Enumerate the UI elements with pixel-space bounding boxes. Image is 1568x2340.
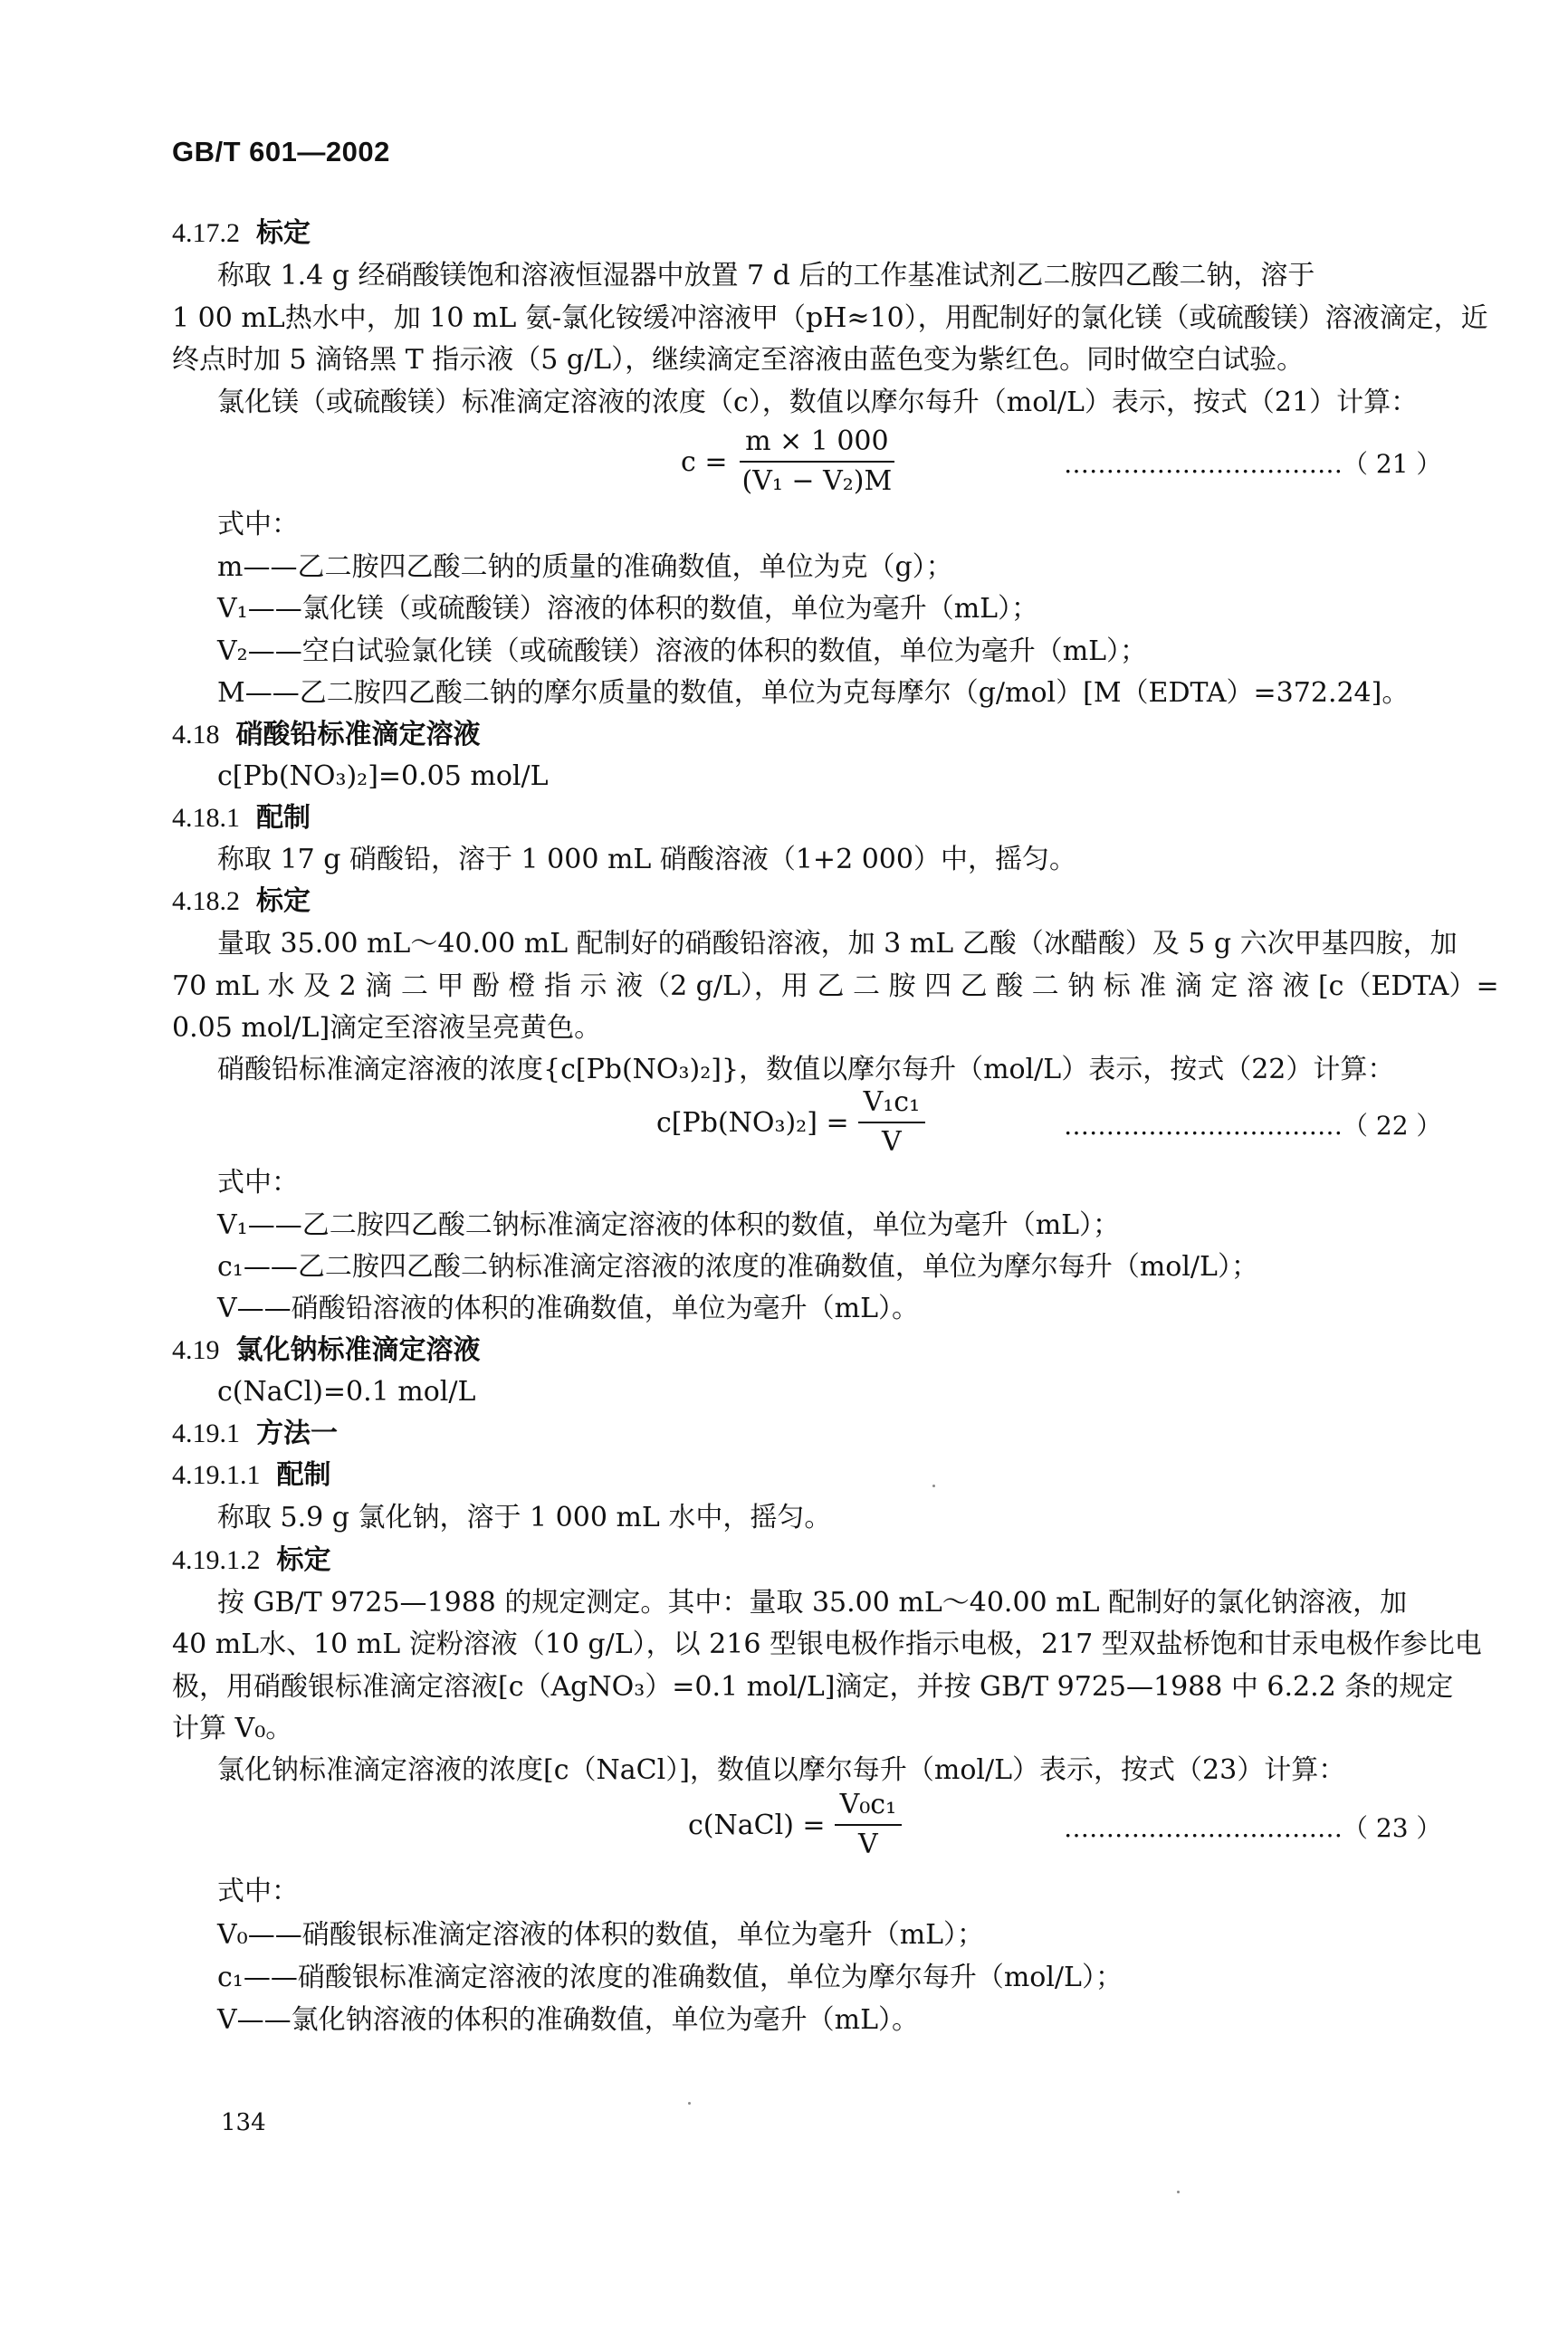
section-heading-4-19-1-2 — [172, 1541, 331, 1581]
standard-header: GB/T 601—2002 — [172, 136, 390, 167]
page-number: 134 — [221, 2109, 266, 2136]
section-number: 4.19 — [172, 1335, 220, 1365]
equation-23 — [688, 1789, 902, 1861]
equation-21 — [681, 425, 897, 498]
equation-lhs: c(NaCl) = — [688, 1809, 826, 1841]
definition-line: V₂——空白试验氯化镁（或硫酸镁）溶液的体积的数值，单位为毫升（mL）； — [217, 635, 1148, 667]
section-title: 氯化钠标准滴定溶液 — [235, 1334, 481, 1366]
paragraph-line: 极，用硝酸银标准滴定溶液[c（AgNO₃）=0.1 mol/L]滴定，并按 GB/T 9725—1988 中 6.2.2 条的规定 — [172, 1671, 1454, 1703]
paragraph-line: 硝酸铅标准滴定溶液的浓度{c[Pb(NO₃)₂]}，数值以摩尔每升（mol/L）表示，按式（22）计算： — [217, 1054, 1395, 1085]
section-number: 4.19.1.1 — [172, 1460, 261, 1490]
definition-line: M——乙二胺四乙酸二钠的摩尔质量的数值，单位为克每摩尔（g/mol）[M（EDTA）=372.24]。 — [217, 677, 1410, 709]
section-title: 硝酸铅标准滴定溶液 — [235, 719, 481, 750]
scan-speck — [1177, 2191, 1180, 2193]
paragraph-line: 氯化镁（或硫酸镁）标准滴定溶液的浓度（c），数值以摩尔每升（mol/L）表示，按式（21）计算： — [217, 387, 1419, 418]
equation-denominator: V — [858, 1829, 878, 1860]
paragraph-line: 终点时加 5 滴铬黑 T 指示液（5 g/L），继续滴定至溶液由蓝色变为紫红色。同时做空白试验。 — [172, 344, 1305, 376]
section-heading-4-18-1 — [172, 798, 311, 838]
definition-line: V₁——氯化镁（或硫酸镁）溶液的体积的数值，单位为毫升（mL）； — [217, 593, 1039, 625]
equation-22 — [656, 1086, 925, 1159]
paragraph-line: 称取 17 g 硝酸铅，溶于 1 000 mL 硝酸溶液（1+2 000）中，摇匀。 — [217, 844, 1076, 875]
section-heading-4-19 — [172, 1331, 481, 1371]
definition-line: V₀——硝酸银标准滴定溶液的体积的数值，单位为毫升（mL）； — [217, 1919, 985, 1951]
definition-line: c₁——硝酸银标准滴定溶液的浓度的准确数值，单位为摩尔每升（mol/L）； — [217, 1962, 1123, 1993]
paragraph-line: 1 00 mL热水中，加 10 mL 氨-氯化铵缓冲溶液甲（pH≈10），用配制好的氯化镁（或硫酸镁）溶液滴定，近 — [172, 302, 1488, 334]
concentration-line: c[Pb(NO₃)₂]=0.05 mol/L — [217, 760, 549, 792]
section-number: 4.18 — [172, 720, 220, 750]
section-heading-4-18-2 — [172, 882, 311, 922]
section-title: 标定 — [276, 1544, 331, 1576]
scan-speck — [932, 1485, 935, 1487]
definition-line: V₁——乙二胺四乙酸二钠标准滴定溶液的体积的数值，单位为毫升（mL）； — [217, 1209, 1121, 1241]
equation-lhs: c[Pb(NO₃)₂] = — [656, 1106, 849, 1139]
paragraph-line: 70 mL 水 及 2 滴 二 甲 酚 橙 指 示 液（2 g/L），用 乙 二 胺 四 乙 酸 二 钠 标 准 滴 定 溶 液 [c（EDTA）= — [172, 970, 1499, 1002]
section-number: 4.19.1 — [172, 1418, 240, 1448]
where-label: 式中： — [217, 1876, 299, 1907]
equation-denominator: (V₁ − V₂)M — [741, 465, 893, 497]
equation-number: ……………………………（ 21 ） — [1064, 449, 1442, 479]
scan-speck — [688, 2102, 691, 2105]
paragraph-line: 按 GB/T 9725—1988 的规定测定。其中：量取 35.00 mL～40.00 mL 配制好的氯化钠溶液，加 — [217, 1587, 1408, 1619]
section-heading-4-19-1-1 — [172, 1456, 331, 1495]
definition-line: c₁——乙二胺四乙酸二钠标准滴定溶液的浓度的准确数值，单位为摩尔每升（mol/L）； — [217, 1251, 1258, 1283]
equation-lhs: c = — [681, 445, 728, 478]
section-title: 标定 — [256, 217, 311, 249]
paragraph-line: 计算 V₀。 — [172, 1713, 293, 1744]
paragraph-line: 氯化钠标准滴定溶液的浓度[c（NaCl）]，数值以摩尔每升（mol/L）表示，按式（23）计算： — [217, 1754, 1346, 1786]
section-heading-4-19-1 — [172, 1414, 338, 1454]
section-heading-4-18 — [172, 715, 481, 755]
section-title: 方法一 — [256, 1418, 338, 1449]
equation-numerator: V₀c₁ — [835, 1789, 903, 1826]
paragraph-line: 称取 1.4 g 经硝酸镁饱和溶液恒湿器中放置 7 d 后的工作基准试剂乙二胺四乙酸二钠，溶于 — [217, 260, 1315, 291]
section-number: 4.18.1 — [172, 803, 240, 833]
equation-fraction — [835, 1789, 903, 1861]
equation-fraction — [858, 1086, 926, 1159]
definition-line: V——氯化钠溶液的体积的准确数值，单位为毫升（mL）。 — [217, 2004, 920, 2036]
section-number: 4.18.2 — [172, 886, 240, 916]
section-title: 配制 — [276, 1459, 331, 1491]
equation-number: ……………………………（ 23 ） — [1064, 1813, 1442, 1843]
section-title: 标定 — [256, 885, 311, 917]
paragraph-line: 0.05 mol/L]滴定至溶液呈亮黄色。 — [172, 1012, 602, 1044]
equation-number: ……………………………（ 22 ） — [1064, 1111, 1442, 1141]
equation-numerator: V₁c₁ — [858, 1086, 926, 1123]
concentration-line: c(NaCl)=0.1 mol/L — [217, 1376, 476, 1408]
section-number: 4.17.2 — [172, 218, 240, 248]
definition-line: V——硝酸铅溶液的体积的准确数值，单位为毫升（mL）。 — [217, 1293, 920, 1324]
section-heading-4-17-2 — [172, 214, 311, 253]
paragraph-line: 40 mL水、10 mL 淀粉溶液（10 g/L），以 216 型银电极作指示电极，217 型双盐桥饱和甘汞电极作参比电 — [172, 1628, 1482, 1660]
definition-line: m——乙二胺四乙酸二钠的质量的准确数值，单位为克（g）； — [217, 551, 953, 583]
where-label: 式中： — [217, 1167, 299, 1199]
paragraph-line: 称取 5.9 g 氯化钠，溶于 1 000 mL 水中，摇匀。 — [217, 1502, 832, 1533]
equation-numerator: m × 1 000 — [740, 425, 894, 463]
equation-denominator: V — [882, 1126, 902, 1158]
equation-fraction — [736, 425, 897, 498]
where-label: 式中： — [217, 509, 299, 540]
paragraph-line: 量取 35.00 mL～40.00 mL 配制好的硝酸铅溶液，加 3 mL 乙酸（冰醋酸）及 5 g 六次甲基四胺，加 — [217, 928, 1458, 960]
section-title: 配制 — [256, 802, 311, 834]
section-number: 4.19.1.2 — [172, 1545, 261, 1575]
